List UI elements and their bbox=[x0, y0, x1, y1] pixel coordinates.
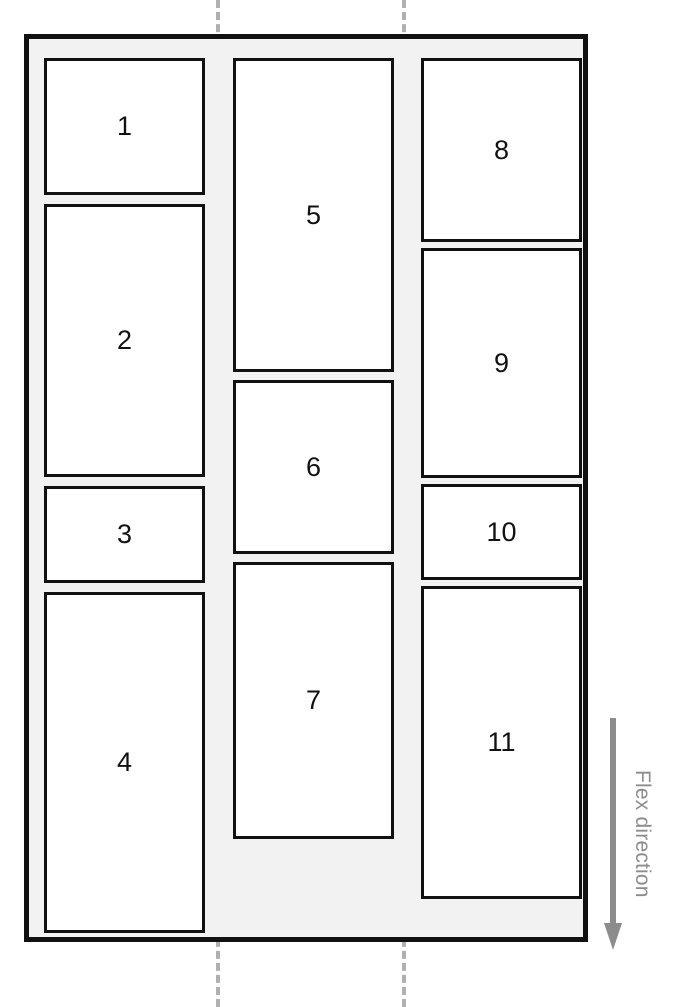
flex-item-3 bbox=[44, 486, 205, 583]
flex-item-label: 7 bbox=[305, 685, 322, 715]
flex-item-9 bbox=[421, 248, 582, 478]
flex-item-5 bbox=[233, 58, 394, 372]
flex-direction-label: Flex direction bbox=[631, 770, 654, 898]
flex-item-label: 4 bbox=[116, 747, 133, 777]
flex-container bbox=[24, 34, 588, 942]
flex-item-11 bbox=[421, 586, 582, 899]
flex-item-10 bbox=[421, 484, 582, 580]
flex-item-label: 1 bbox=[116, 111, 133, 141]
flex-item-label: 8 bbox=[493, 134, 510, 165]
flex-item-8 bbox=[421, 58, 582, 242]
flex-item-7 bbox=[233, 562, 394, 839]
flex-item-label: 3 bbox=[116, 519, 133, 549]
flex-item-label: 6 bbox=[305, 451, 322, 482]
flex-item-2 bbox=[44, 204, 205, 477]
flex-direction-annotation bbox=[596, 718, 668, 950]
flex-item-label: 10 bbox=[486, 516, 517, 547]
flex-item-label: 2 bbox=[116, 325, 133, 355]
flex-item-6 bbox=[233, 380, 394, 554]
flex-item-label: 11 bbox=[487, 727, 516, 757]
flex-item-4 bbox=[44, 592, 205, 933]
flex-item-1 bbox=[44, 58, 205, 195]
arrow-down-icon bbox=[604, 718, 622, 950]
flex-item-label: 5 bbox=[305, 199, 322, 230]
flex-item-label: 9 bbox=[493, 347, 510, 378]
